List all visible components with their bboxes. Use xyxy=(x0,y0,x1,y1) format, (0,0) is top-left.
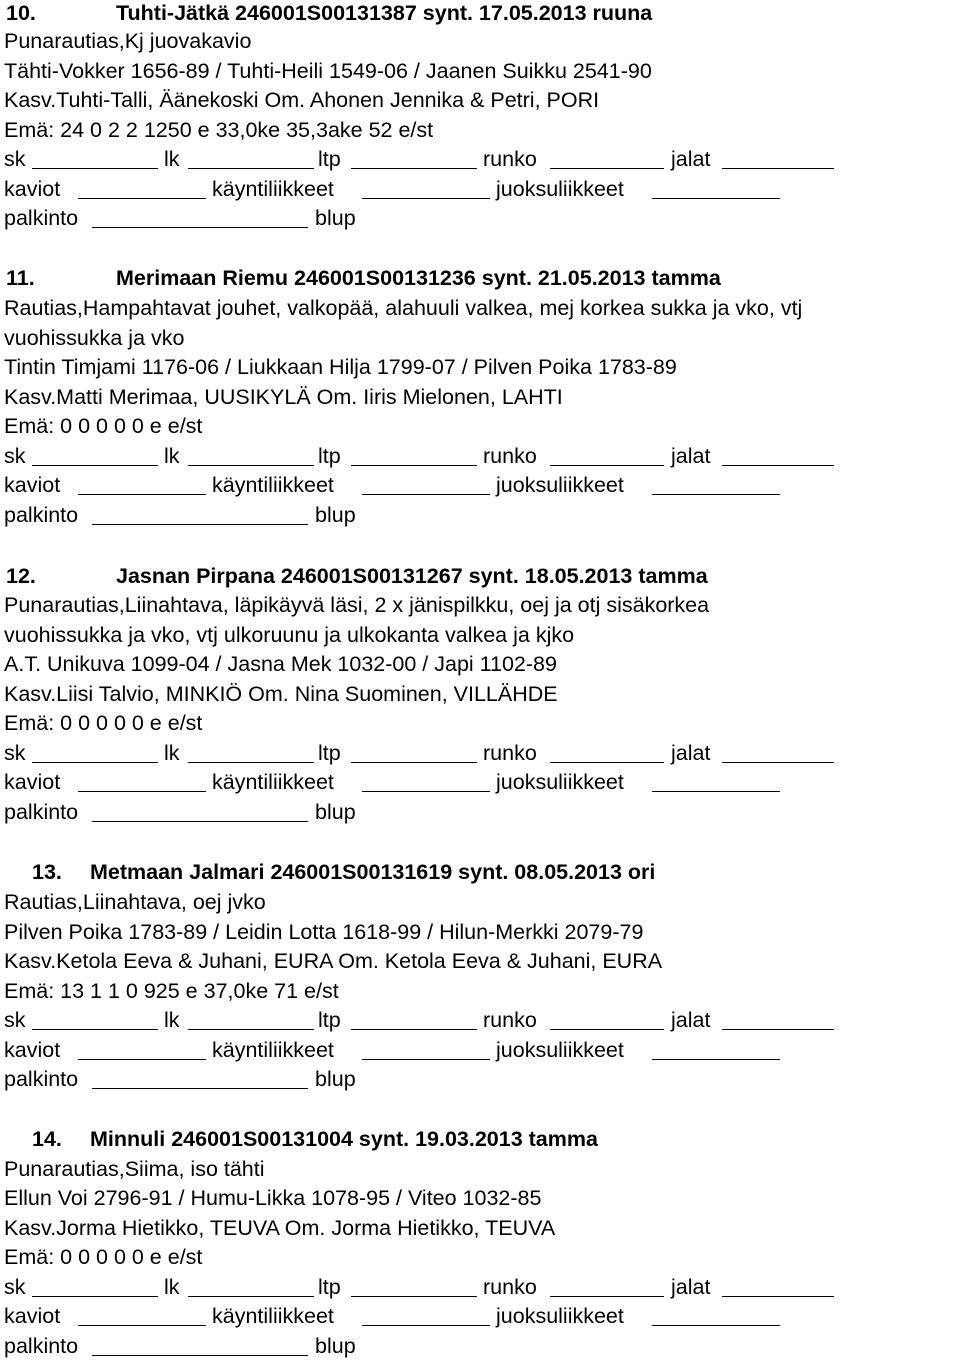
blank-kaviot[interactable] xyxy=(78,198,206,199)
entry-title: Minnuli 246001S00131004 synt. 19.03.2013 tamma xyxy=(90,1127,598,1151)
entry-title: Merimaan Riemu 246001S00131236 synt. 21.05.2013 tamma xyxy=(116,266,721,290)
label-lk: lk xyxy=(164,741,180,765)
evaluation-row-1 xyxy=(4,441,954,471)
label-kayntiliikkeet: käyntiliikkeet xyxy=(212,1304,334,1328)
blank-palkinto[interactable] xyxy=(92,821,308,822)
label-runko: runko xyxy=(483,1275,537,1299)
label-palkinto: palkinto xyxy=(4,800,79,824)
entry-description: Punarautias,Liinahtava, läpikäyvä läsi, 2 x jänispilkku, oej ja otj sisäkorkea xyxy=(4,593,710,617)
label-jalat: jalat xyxy=(671,147,711,171)
evaluation-row-3 xyxy=(4,500,954,530)
evaluation-row-3 xyxy=(4,797,954,827)
blank-palkinto[interactable] xyxy=(92,524,308,525)
label-lk: lk xyxy=(164,444,180,468)
label-blup: blup xyxy=(315,1334,356,1358)
label-kaviot: kaviot xyxy=(4,1304,61,1328)
blank-lk[interactable] xyxy=(188,1029,314,1030)
entry-owners: Kasv.Jorma Hietikko, TEUVA Om. Jorma Hietikko, TEUVA xyxy=(4,1216,556,1240)
label-kayntiliikkeet: käyntiliikkeet xyxy=(212,473,334,497)
blank-palkinto[interactable] xyxy=(92,1355,308,1356)
label-sk: sk xyxy=(4,147,26,171)
label-kayntiliikkeet: käyntiliikkeet xyxy=(212,770,334,794)
entry-title: Tuhti-Jätkä 246001S00131387 synt. 17.05.2013 ruuna xyxy=(116,1,653,25)
entry-header xyxy=(0,263,721,293)
blank-lk[interactable] xyxy=(188,168,314,169)
entry-owners: Kasv.Ketola Eeva & Juhani, EURA Om. Ketola Eeva & Juhani, EURA xyxy=(4,949,663,973)
entry-number: 10. xyxy=(6,1,36,25)
label-ltp: ltp xyxy=(318,741,341,765)
label-lk: lk xyxy=(164,1008,180,1032)
label-kaviot: kaviot xyxy=(4,770,61,794)
entry-dam-record: Emä: 0 0 0 0 0 e e/st xyxy=(4,711,203,735)
blank-runko[interactable] xyxy=(550,1029,664,1030)
label-runko: runko xyxy=(483,741,537,765)
entry-pedigree: Tintin Timjami 1176-06 / Liukkaan Hilja 1799-07 / Pilven Poika 1783-89 xyxy=(4,355,677,379)
blank-lk[interactable] xyxy=(188,762,314,763)
label-runko: runko xyxy=(483,444,537,468)
label-sk: sk xyxy=(4,1008,26,1032)
evaluation-row-1 xyxy=(4,738,954,768)
entry-header xyxy=(0,561,708,591)
blank-ltp[interactable] xyxy=(351,1296,477,1297)
label-palkinto: palkinto xyxy=(4,1334,79,1358)
entry-dam-record: Emä: 24 0 2 2 1250 e 33,0ke 35,3ake 52 e/st xyxy=(4,118,434,142)
label-juoksuliikkeet: juoksuliikkeet xyxy=(496,1304,624,1328)
entry-dam-record: Emä: 0 0 0 0 0 e e/st xyxy=(4,1245,203,1269)
entry-owners: Kasv.Liisi Talvio, MINKIÖ Om. Nina Suominen, VILLÄHDE xyxy=(4,682,558,706)
blank-jalat[interactable] xyxy=(722,1029,834,1030)
blank-sk[interactable] xyxy=(32,762,158,763)
entry-number: 11. xyxy=(6,266,35,290)
blank-kaviot[interactable] xyxy=(78,1325,206,1326)
blank-jalat[interactable] xyxy=(722,465,834,466)
blank-palkinto[interactable] xyxy=(92,1088,308,1089)
evaluation-row-3 xyxy=(4,1331,954,1361)
label-palkinto: palkinto xyxy=(4,206,79,230)
blank-jalat[interactable] xyxy=(722,168,834,169)
label-juoksuliikkeet: juoksuliikkeet xyxy=(496,473,624,497)
label-sk: sk xyxy=(4,444,26,468)
blank-jalat[interactable] xyxy=(722,1296,834,1297)
entry-number: 14. xyxy=(32,1127,62,1151)
label-sk: sk xyxy=(4,1275,26,1299)
entry-description: Punarautias,Kj juovakavio xyxy=(4,29,252,53)
label-jalat: jalat xyxy=(671,741,711,765)
evaluation-row-3 xyxy=(4,203,954,233)
blank-juoksuliikkeet[interactable] xyxy=(652,1325,780,1326)
label-kaviot: kaviot xyxy=(4,473,61,497)
label-juoksuliikkeet: juoksuliikkeet xyxy=(496,770,624,794)
label-ltp: ltp xyxy=(318,444,341,468)
blank-kayntiliikkeet[interactable] xyxy=(362,198,490,199)
blank-ltp[interactable] xyxy=(351,1029,477,1030)
evaluation-row-2 xyxy=(4,470,954,500)
label-blup: blup xyxy=(315,503,356,527)
blank-jalat[interactable] xyxy=(722,762,834,763)
blank-lk[interactable] xyxy=(188,465,314,466)
blank-ltp[interactable] xyxy=(351,465,477,466)
entry-title: Jasnan Pirpana 246001S00131267 synt. 18.05.2013 tamma xyxy=(116,564,708,588)
entry-header xyxy=(0,1124,598,1154)
evaluation-row-1 xyxy=(4,144,954,174)
entry-owners: Kasv.Matti Merimaa, UUSIKYLÄ Om. Iiris Mielonen, LAHTI xyxy=(4,385,563,409)
entry-owners: Kasv.Tuhti-Talli, Äänekoski Om. Ahonen Jennika & Petri, PORI xyxy=(4,88,600,112)
entry-dam-record: Emä: 13 1 1 0 925 e 37,0ke 71 e/st xyxy=(4,979,339,1003)
label-jalat: jalat xyxy=(671,1008,711,1032)
blank-sk[interactable] xyxy=(32,465,158,466)
blank-kayntiliikkeet[interactable] xyxy=(362,1059,490,1060)
blank-kayntiliikkeet[interactable] xyxy=(362,1325,490,1326)
blank-juoksuliikkeet[interactable] xyxy=(652,1059,780,1060)
label-sk: sk xyxy=(4,741,26,765)
evaluation-row-3 xyxy=(4,1064,954,1094)
label-palkinto: palkinto xyxy=(4,503,79,527)
label-juoksuliikkeet: juoksuliikkeet xyxy=(496,177,624,201)
blank-juoksuliikkeet[interactable] xyxy=(652,494,780,495)
blank-juoksuliikkeet[interactable] xyxy=(652,198,780,199)
entry-dam-record: Emä: 0 0 0 0 0 e e/st xyxy=(4,414,203,438)
blank-runko[interactable] xyxy=(550,465,664,466)
label-ltp: ltp xyxy=(318,1275,341,1299)
blank-juoksuliikkeet[interactable] xyxy=(652,791,780,792)
label-jalat: jalat xyxy=(671,1275,711,1299)
blank-kaviot[interactable] xyxy=(78,494,206,495)
label-jalat: jalat xyxy=(671,444,711,468)
label-palkinto: palkinto xyxy=(4,1067,79,1091)
blank-kaviot[interactable] xyxy=(78,791,206,792)
blank-kayntiliikkeet[interactable] xyxy=(362,791,490,792)
blank-runko[interactable] xyxy=(550,1296,664,1297)
blank-runko[interactable] xyxy=(550,762,664,763)
label-lk: lk xyxy=(164,1275,180,1299)
entry-pedigree: A.T. Unikuva 1099-04 / Jasna Mek 1032-00 / Japi 1102-89 xyxy=(4,652,557,676)
entry-number: 13. xyxy=(32,860,62,884)
blank-sk[interactable] xyxy=(32,1029,158,1030)
label-ltp: ltp xyxy=(318,147,341,171)
label-runko: runko xyxy=(483,1008,537,1032)
label-ltp: ltp xyxy=(318,1008,341,1032)
label-kayntiliikkeet: käyntiliikkeet xyxy=(212,1038,334,1062)
entry-description: vuohissukka ja vko xyxy=(4,326,185,350)
label-kaviot: kaviot xyxy=(4,177,61,201)
label-kaviot: kaviot xyxy=(4,1038,61,1062)
label-blup: blup xyxy=(315,206,356,230)
blank-ltp[interactable] xyxy=(351,168,477,169)
entry-title: Metmaan Jalmari 246001S00131619 synt. 08.05.2013 ori xyxy=(90,860,656,884)
label-juoksuliikkeet: juoksuliikkeet xyxy=(496,1038,624,1062)
entry-pedigree: Pilven Poika 1783-89 / Leidin Lotta 1618-99 / Hilun-Merkki 2079-79 xyxy=(4,920,644,944)
blank-kaviot[interactable] xyxy=(78,1059,206,1060)
label-kayntiliikkeet: käyntiliikkeet xyxy=(212,177,334,201)
blank-lk[interactable] xyxy=(188,1296,314,1297)
label-blup: blup xyxy=(315,800,356,824)
blank-palkinto[interactable] xyxy=(92,227,308,228)
blank-sk[interactable] xyxy=(32,168,158,169)
label-lk: lk xyxy=(164,147,180,171)
entry-header xyxy=(0,857,655,887)
entry-pedigree: Tähti-Vokker 1656-89 / Tuhti-Heili 1549-06 / Jaanen Suikku 2541-90 xyxy=(4,59,652,83)
entry-number: 12. xyxy=(6,564,36,588)
evaluation-row-2 xyxy=(4,1301,954,1331)
entry-description: Rautias,Liinahtava, oej jvko xyxy=(4,890,266,914)
label-blup: blup xyxy=(315,1067,356,1091)
blank-runko[interactable] xyxy=(550,168,664,169)
evaluation-row-2 xyxy=(4,174,954,204)
label-runko: runko xyxy=(483,147,537,171)
evaluation-row-2 xyxy=(4,767,954,797)
evaluation-row-2 xyxy=(4,1035,954,1065)
entry-header xyxy=(0,0,652,28)
blank-kayntiliikkeet[interactable] xyxy=(362,494,490,495)
evaluation-row-1 xyxy=(4,1272,954,1302)
entry-description: Punarautias,Siima, iso tähti xyxy=(4,1157,265,1181)
evaluation-row-1 xyxy=(4,1005,954,1035)
entry-description: Rautias,Hampahtavat jouhet, valkopää, alahuuli valkea, mej korkea sukka ja vko, vtj xyxy=(4,296,803,320)
blank-sk[interactable] xyxy=(32,1296,158,1297)
entry-description: vuohissukka ja vko, vtj ulkoruunu ja ulkokanta valkea ja kjko xyxy=(4,623,575,647)
blank-ltp[interactable] xyxy=(351,762,477,763)
entry-pedigree: Ellun Voi 2796-91 / Humu-Likka 1078-95 / Viteo 1032-85 xyxy=(4,1186,542,1210)
